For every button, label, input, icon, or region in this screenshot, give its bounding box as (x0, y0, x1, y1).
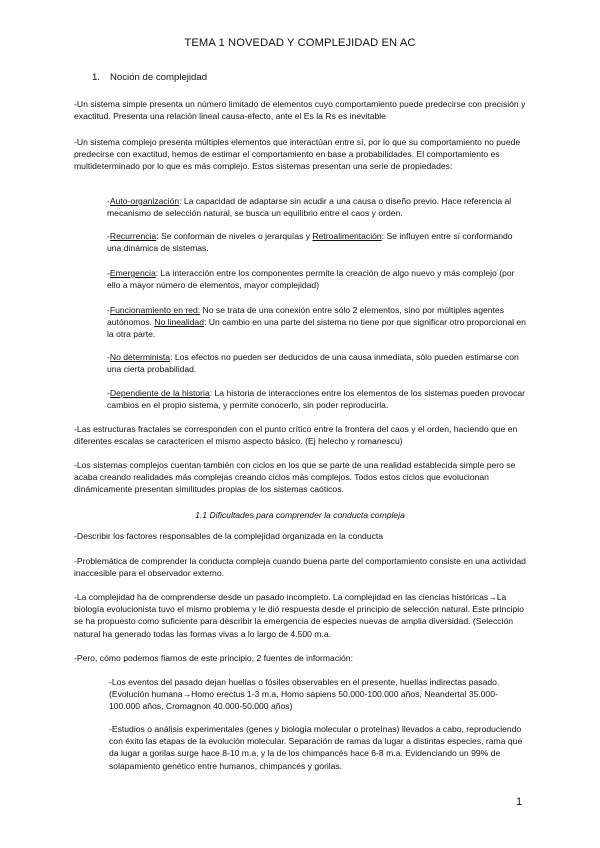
property-text: : La historia de interacciones entre los elementos de los sistemas pueden provocar cambios en el propio sistema, y permite conocerlo, sin poder reproducirla. (107, 388, 526, 411)
property-dash: - (107, 305, 110, 315)
property-dependiente-historia (107, 387, 527, 411)
section-heading (92, 72, 207, 83)
property-text: : Se influyen entre sí conformando una dinámica de sistemas. (107, 231, 513, 254)
property-term: No linealidad (154, 317, 204, 328)
section-number: 1. (92, 72, 101, 83)
document-title: TEMA 1 NOVEDAD Y COMPLEJIDAD EN AC (184, 37, 416, 49)
property-term: Funcionamiento en red: (109, 305, 201, 315)
property-term: Dependiente de la historia (109, 388, 210, 398)
property-term: Emergencia (109, 268, 156, 278)
property-term: No determinista (109, 352, 171, 362)
page-number: 1 (516, 796, 523, 808)
paragraph-cycles: -Los sistemas complejos cuentan también con ciclos en los que se parte de una realidad establecida simple pero se acaba creando realidades más complejas creando ciclos más complejos. Todos estos ciclos que evolucionan dinámicamente presentan similitudes propias de los sistemas caóticos. (74, 460, 516, 495)
property-term: Auto-organización (109, 196, 180, 206)
paragraph-simple-system: -Un sistema simple presenta un número limitado de elementos cuyo comportamiento puede predecirse con precisión y exactitud. Presenta una relación lineal causa-efecto, ante el Es la Rs es inevitable (74, 99, 526, 122)
paragraph-problem: -Problemática de comprender la conducta compleja cuando buena parte del comportamiento consiste en una actividad inaccesible para el observador externo. (74, 556, 526, 579)
paragraph-fossils: -Los eventos del pasado dejan huellas o fósiles observables en el presente, huellas indirectas pasado. (Evolución humana→Homo erectus 1-3 m.a, Homo sapiens 50.000-100.000 años, Neandertal 35.000-100.000 años, Cromagnon 40.000-50.000 años) (109, 677, 500, 712)
property-text: : Se conforman de niveles o jerarquías y (156, 231, 313, 241)
property-text: : La interacción entre los componentes permite la creación de algo nuevo y más complejo (por ello a mayor número de elementos, mayor complejidad) (107, 268, 515, 291)
property-emergencia (107, 267, 527, 291)
paragraph-complex-system: -Un sistema complejo presenta múltiples elementos que interactúan entre sí, por lo que su comportamiento no puede predecirse con exactitud, hemos de estimar el comportamiento en base a probabilidades. El comportamiento es multideterminado por lo que es más complejo. Estos sistemas presentan una serie de propiedades: (74, 137, 521, 172)
property-no-determinista (107, 351, 527, 375)
property-dash: - (107, 231, 110, 241)
property-term: Retroalimentación (312, 231, 382, 241)
property-auto-organizacion (107, 195, 527, 219)
property-text: : La capacidad de adaptarse sin acudir a una causa o diseño previo. Hace referencia al mecanismo de selección natural, se busca un equilibrio entre el caos y orden. (107, 196, 512, 219)
property-dash: - (107, 388, 110, 398)
paragraph-past: -La complejidad ha de comprenderse desde un pasado incompleto. La complejidad en las ciencias históricas→La biología evolucionista tuvo el mismo problema y le dió respuesta desde el principio de selección natural. Este principio se ha propuesto como suficiente para describir la emergencia de especies nuevas de amplia diversidad. (Selección natural ha generado todas las formas vivas a lo largo de 4.500 m.a. (74, 592, 524, 639)
section-title: Noción de complejidad (110, 72, 208, 83)
property-term: Recurrencia (109, 231, 157, 241)
property-dash: - (107, 196, 110, 206)
property-funcionamiento-en-red (107, 304, 527, 341)
paragraph-sources: -Pero, cómo podemos fiarnos de este principio, 2 fuentes de información: (74, 653, 353, 663)
property-text: : Un cambio en una parte del sistema no tiene por que significar otro proporcional en la otra parte. (107, 317, 526, 340)
paragraph-factors: -Describir los factores responsables de la complejidad organizada en la conducta (74, 531, 384, 541)
property-recurrencia (107, 230, 527, 254)
property-dash: - (107, 268, 110, 278)
subsection-title: 1.1 Dificultades para comprender la conducta compleja (195, 510, 405, 520)
property-dash: - (107, 352, 110, 362)
property-text: : Los efectos no pueden ser deducidos de una causa inmediata, sólo pueden estimarse con una cierta probabilidad. (107, 352, 519, 375)
paragraph-fractals: -Las estructuras fractales se corresponden con el punto crítico entre la frontera del caos y el orden, haciendo que en diferentes escalas se caractericen el mismo aspecto básico. (Ej helecho y romanescu) (74, 424, 518, 447)
property-text: No se trata de una conexión entre sólo 2 elementos, sino por múltiples agentes autónomos. (107, 305, 504, 328)
paragraph-experiments: -Estudios o análisis experimentales (genes y biología molecular o proteínas) llevados a cabo, reproduciendo con éxito las etapas de la evolución molecular. Separación de ramas da lugar a distintas especies, rama que da lugar a gorilas surge hace 8-10 m.a, y la de los chimpancés hace 6-8 m.a. Evidenciando un 99% de solapamiento genético entre humanos, chimpancés y gorilas. (109, 724, 523, 771)
